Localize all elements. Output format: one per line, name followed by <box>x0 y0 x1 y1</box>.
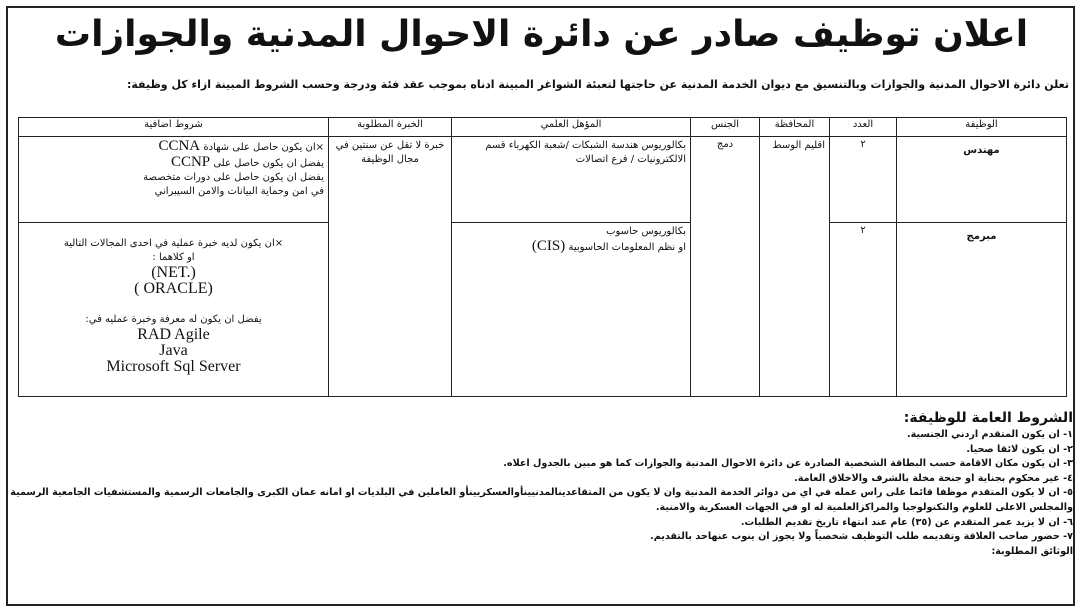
table-row <box>19 222 1067 396</box>
tech-sql-server: Microsoft Sql Server <box>106 357 241 375</box>
condition-item: ٦- ان لا يزيد عمر المتقدم عن (٣٥) عام عند انتهاء تاريخ تقديم الطلبات. <box>740 516 1073 528</box>
general-conditions <box>8 410 1073 559</box>
extra-line: يفضل ان يكون له معرفة وخبرة عمليه في: <box>85 313 262 325</box>
condition-item: ٥- ان لا يكون المتقدم موظفا قائما على راس عمله في اي من دوائر الخدمة المدنية وان لا يكون من المتقاعدينالمدنيينأوالعسكريينأو العاملين في البلديات او امانه عمان الكبرى والجامعات الرسمية والمستشفيات الجامعية الرسمية <box>10 487 1073 499</box>
job-extra-conditions <box>19 222 329 396</box>
tech-java: Java <box>159 341 188 359</box>
qualification-line: بكالوريوس حاسوب <box>606 225 686 237</box>
condition-item: ٣- ان يكون مكان الاقامة حسب البطاقة الشخصية الصادرة عن دائرة الاحوال المدنية والجوازات كما هو مبين بالجدول اعلاه. <box>503 458 1073 470</box>
tech-net: (NET.) <box>151 263 196 281</box>
header-extra: شروط اضافية <box>19 118 329 137</box>
cert-ccnp: CCNP <box>170 154 211 170</box>
job-gender: دمج <box>691 137 760 397</box>
header-count: العدد <box>830 118 897 137</box>
condition-item: ٧- حضور صاحب العلاقة وتقديمه طلب التوظيف شخصياً ولا يجوز ان ينوب عنهاحد بالتقديم. <box>650 531 1073 543</box>
job-extra-conditions <box>19 137 329 223</box>
table-row <box>19 137 1067 223</box>
job-experience: خبرة لا تقل عن سنتين في مجال الوظيفة <box>329 137 452 397</box>
job-qualification <box>452 222 691 396</box>
general-conditions-heading: الشروط العامة للوظيفة: <box>903 410 1073 426</box>
job-governorate: اقليم الوسط <box>760 137 830 397</box>
extra-line: ×ان يكون لديه خبرة عملية في احدى المجالات التالية <box>63 237 284 249</box>
condition-item: ٤- غير محكوم بجناية او جنحة مخلة بالشرف والاخلاق العامة. <box>794 472 1073 484</box>
extra-line: او كلاهما : <box>152 251 195 263</box>
header-gender: الجنس <box>691 118 760 137</box>
extra-line: في امن وحماية البيانات والامن السيبراني <box>154 186 324 197</box>
intro-paragraph: تعلن دائرة الاحوال المدنية والجوازات وبالتنسيق مع ديوان الخدمة المدنية عن حاجتها لتعبئة الشواغر المبينة ادناه بموجب عقد فئة ودرجة وحسب الشروط المبينة ازاء كل وظيفة: <box>126 78 1069 91</box>
header-experience: الخبرة المطلوبة <box>329 118 452 137</box>
condition-item: ٢- ان يكون لائقا صحيا. <box>966 443 1073 455</box>
extra-line: يفضل ان يكون حاصل على <box>213 158 324 169</box>
cert-ccna: CCNA <box>158 138 201 154</box>
job-title: مهندس <box>897 137 1067 223</box>
condition-item: والمجلس الاعلى للعلوم والتكنولوجيا والمراكزالعلمية له او في الجهات العسكرية والامنية. <box>655 501 1073 513</box>
header-job: الوظيفة <box>897 118 1067 137</box>
jobs-table <box>18 117 1067 397</box>
table-header-row <box>19 118 1067 137</box>
condition-item: ١- ان يكون المتقدم اردني الجنسية. <box>906 429 1073 440</box>
extra-line: يفضل ان يكون حاصل على دورات متخصصة <box>143 172 324 183</box>
job-title: مبرمج <box>897 222 1067 396</box>
job-qualification: بكالوريوس هندسة الشبكات /شعبة الكهرباء قسم الالكترونيات / فرع اتصالات <box>452 137 691 223</box>
condition-item: الوثائق المطلوبة: <box>991 545 1073 557</box>
extra-line: ×ان يكون حاصل على شهادة <box>203 142 324 153</box>
qualification-cis: (CIS) <box>531 237 566 254</box>
tech-rad-agile: RAD Agile <box>137 325 210 343</box>
header-governorate: المحافظة <box>760 118 830 137</box>
header-qualification: المؤهل العلمي <box>452 118 691 137</box>
qualification-line: او نظم المعلومات الحاسوبية <box>568 241 686 253</box>
page-title: اعلان توظيف صادر عن دائرة الاحوال المدنية والجوازات <box>54 14 1029 55</box>
job-count: ٢ <box>830 222 897 396</box>
tech-oracle: ( ORACLE) <box>134 279 213 297</box>
job-count: ٢ <box>830 137 897 223</box>
